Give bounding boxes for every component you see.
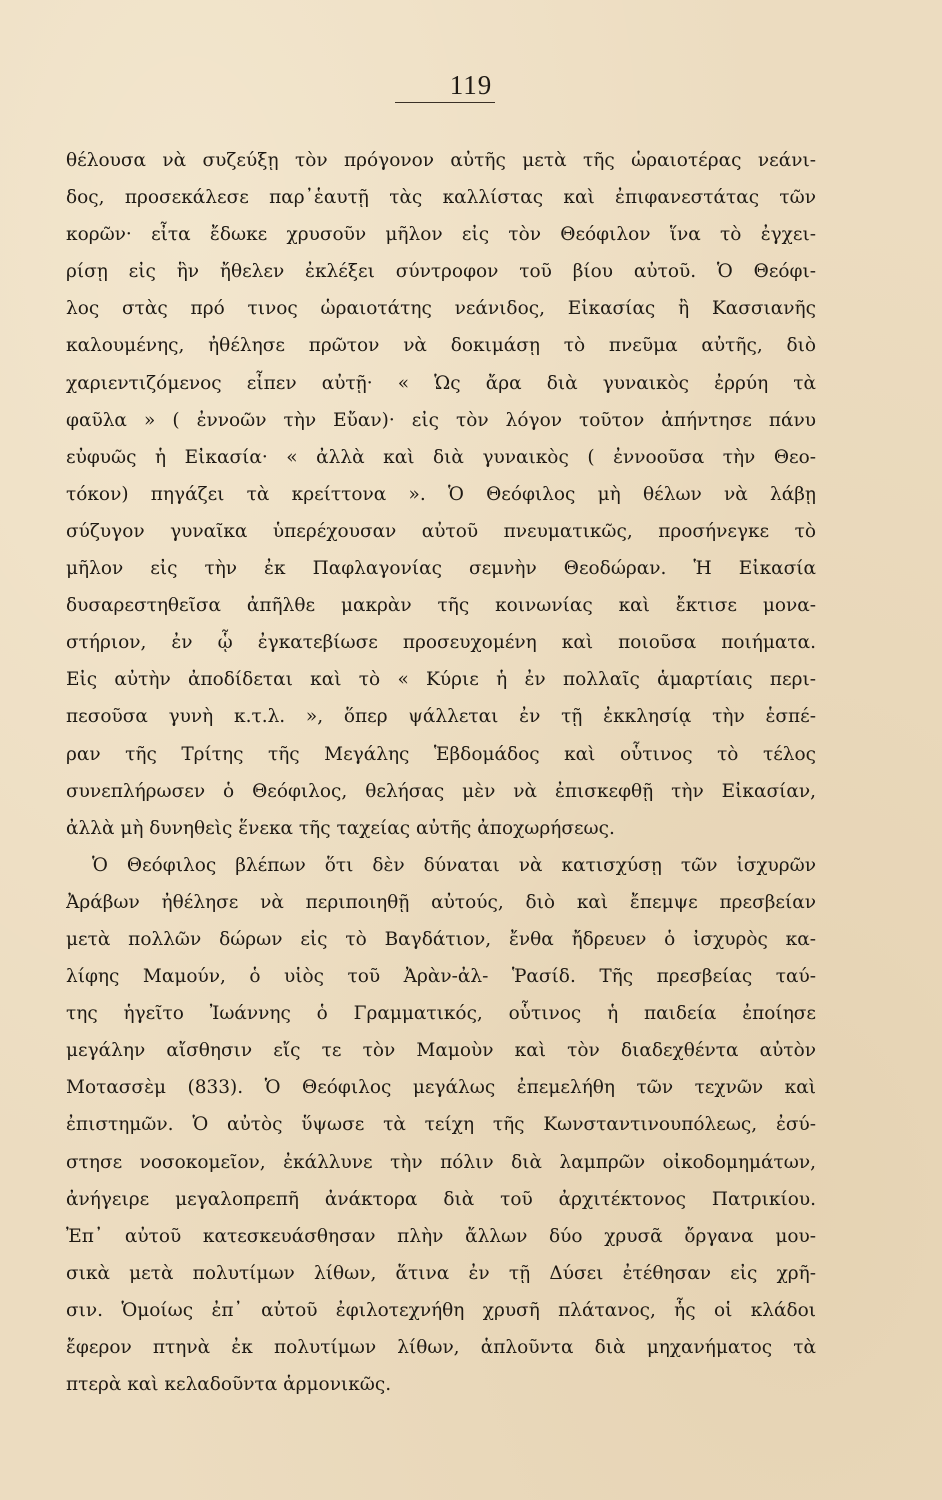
text-line: ἐπιστημῶν. Ὁ αὐτὸς ὕψωσε τὰ τείχη τῆς Κωνσταντινουπόλεως, ἐσύ-: [66, 1114, 816, 1136]
text-line: θέλουσα νὰ συζεύξῃ τὸν πρόγονον αὐτῆς μετὰ τῆς ὡραιοτέρας νεάνι-: [66, 150, 816, 171]
text-line: συνεπλήρωσεν ὁ Θεόφιλος, θελήσας μὲν νὰ ἐπισκεφθῇ τὴν Εἰκασίαν,: [66, 780, 816, 802]
text-line: καλουμένης, ἠθέλησε πρῶτον νὰ δοκιμάσῃ τὸ πνεῦμα αὐτῆς, διὸ: [66, 335, 816, 357]
text-line: ἀλλὰ μὴ δυνηθεὶς ἕνεκα τῆς ταχείας αὐτῆς ἀποχωρήσεως.: [66, 817, 615, 839]
text-line: σύζυγον γυναῖκα ὑπερέχουσαν αὐτοῦ πνευματικῶς, προσήνεγκε τὸ: [66, 520, 816, 542]
text-line: φαῦλα » ( ἐννοῶν τὴν Εὔαν)· εἰς τὸν λόγον τοῦτον ἀπήντησε πάνυ: [66, 409, 816, 431]
text-line: ρίσῃ εἰς ἣν ἤθελεν ἐκλέξει σύντροφον τοῦ βίου αὐτοῦ. Ὁ Θεόφι-: [66, 261, 816, 283]
text-line: σιν. Ὁμοίως ἐπ᾽ αὐτοῦ ἐφιλοτεχνήθη χρυσῆ πλάτανος, ἧς οἱ κλάδοι: [66, 1299, 816, 1321]
text-line: δυσαρεστηθεῖσα ἀπῆλθε μακρὰν τῆς κοινωνίας καὶ ἔκτισε μονα-: [66, 595, 816, 617]
text-line: κορῶν· εἶτα ἔδωκε χρυσοῦν μῆλον εἰς τὸν Θεόφιλον ἵνα τὸ ἐγχει-: [66, 224, 816, 246]
text-line: πεσοῦσα γυνὴ κ.τ.λ. », ὅπερ ψάλλεται ἐν τῇ ἐκκλησίᾳ τὴν ἑσπέ-: [66, 706, 816, 728]
text-line: της ἡγεῖτο Ἰωάννης ὁ Γραμματικός, οὗτινος ἡ παιδεία ἐποίησε: [66, 1003, 816, 1025]
page-number-underline: [395, 102, 495, 103]
text-line: σικὰ μετὰ πολυτίμων λίθων, ἅτινα ἐν τῇ Δύσει ἐτέθησαν εἰς χρῆ-: [66, 1262, 816, 1284]
text-line: Εἰς αὐτὴν ἀποδίδεται καὶ τὸ « Κύριε ἡ ἐν πολλαῖς ἁμαρτίαις περι-: [66, 669, 816, 691]
text-line: πτερὰ καὶ κελαδοῦντα ἁρμονικῶς.: [66, 1374, 392, 1396]
text-line: μῆλον εἰς τὴν ἐκ Παφλαγονίας σεμνὴν Θεοδώραν. Ἡ Εἰκασία: [66, 558, 816, 580]
text-line: μεγάλην αἴσθησιν εἴς τε τὸν Μαμοὺν καὶ τὸν διαδεχθέντα αὐτὸν: [66, 1040, 816, 1062]
text-line: Ἀράβων ἠθέλησε νὰ περιποιηθῇ αὐτούς, διὸ καὶ ἔπεμψε πρεσβείαν: [66, 891, 816, 913]
text-line: Μοτασσὲμ (833). Ὁ Θεόφιλος μεγάλως ἐπεμελήθη τῶν τεχνῶν καὶ: [66, 1077, 816, 1099]
text-line: εὐφυῶς ἡ Εἰκασία· « ἀλλὰ καὶ διὰ γυναικὸς ( ἐννοοῦσα τὴν Θεο-: [66, 446, 816, 468]
text-line: Ἐπ᾽ αὐτοῦ κατεσκευάσθησαν πλὴν ἄλλων δύο χρυσᾶ ὄργανα μου-: [66, 1225, 816, 1247]
text-line: ἀνήγειρε μεγαλοπρεπῆ ἀνάκτορα διὰ τοῦ ἀρχιτέκτονος Πατρικίου.: [66, 1188, 816, 1210]
text-line: χαριεντιζόμενος εἶπεν αὐτῇ· « Ὡς ἄρα διὰ γυναικὸς ἐρρύη τὰ: [66, 372, 816, 394]
text-line: Ὁ Θεόφιλος βλέπων ὅτι δὲν δύναται νὰ κατισχύσῃ τῶν ἰσχυρῶν: [92, 854, 816, 876]
text-line: μετὰ πολλῶν δώρων εἰς τὸ Βαγδάτιον, ἔνθα ἤδρευεν ὁ ἰσχυρὸς κα-: [66, 928, 816, 950]
page-number: 119: [449, 70, 493, 100]
text-line: δος, προσεκάλεσε παρ᾽ἑαυτῇ τὰς καλλίστας καὶ ἐπιφανεστάτας τῶν: [66, 187, 816, 209]
text-line: τόκον) πηγάζει τὰ κρείττονα ». Ὁ Θεόφιλος μὴ θέλων νὰ λάβῃ: [66, 483, 816, 505]
text-line: στησε νοσοκομεῖον, ἐκάλλυνε τὴν πόλιν διὰ λαμπρῶν οἰκοδομημάτων,: [66, 1151, 816, 1173]
text-line: ραν τῆς Τρίτης τῆς Μεγάλης Ἑβδομάδος καὶ οὗτινος τὸ τέλος: [66, 743, 816, 765]
body-text: [66, 142, 816, 1403]
text-line: ἔφερον πτηνὰ ἐκ πολυτίμων λίθων, ἁπλοῦντα διὰ μηχανήματος τὰ: [66, 1337, 816, 1358]
text-line: λος στὰς πρό τινος ὡραιοτάτης νεάνιδος, Εἰκασίας ἢ Κασσιανῆς: [66, 298, 816, 320]
text-line: λίφης Μαμούν, ὁ υἱὸς τοῦ Ἀρὰν-ἀλ- Ῥασίδ. Τῆς πρεσβείας ταύ-: [66, 966, 816, 988]
text-line: στήριον, ἐν ᾧ ἐγκατεβίωσε προσευχομένη καὶ ποιοῦσα ποιήματα.: [66, 632, 816, 654]
